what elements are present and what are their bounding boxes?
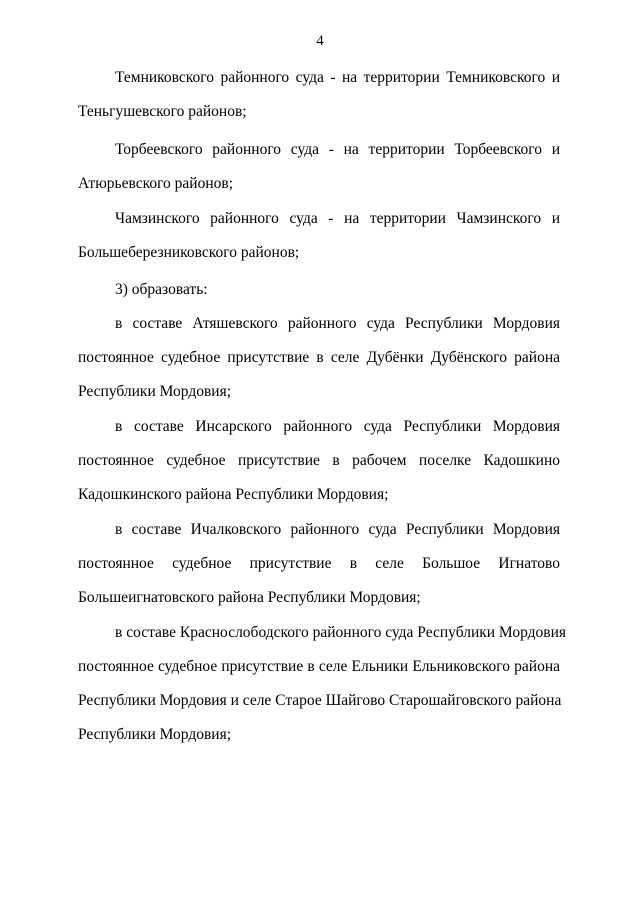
text-line: Республики Мордовия и селе Старое Шайгово Старошайговского района — [78, 692, 562, 709]
text-line: Республики Мордовия; — [78, 726, 232, 743]
text-line: постоянное судебное присутствие в рабочем поселке Кадошкино — [78, 452, 560, 469]
page-number: 4 — [316, 33, 324, 49]
text-line: постоянное судебное присутствие в селе Дубёнки Дубёнского района — [78, 349, 560, 366]
text-line: Большеигнатовского района Республики Мордовия; — [78, 589, 421, 606]
text-line: в составе Инсарского районного суда Республики Мордовия — [115, 418, 560, 435]
text-line: Торбеевского районного суда - на территории Торбеевского и — [115, 141, 560, 158]
text-line: Чамзинского районного суда - на территории Чамзинского и — [115, 210, 560, 227]
text-line: Атюрьевского районов; — [78, 175, 234, 192]
text-line: 3) образовать: — [115, 281, 208, 298]
text-line: в составе Атяшевского районного суда Республики Мордовия — [115, 315, 560, 332]
text-line: постоянное судебное присутствие в селе Большое Игнатово — [78, 555, 560, 572]
text-line: Республики Мордовия; — [78, 383, 232, 400]
text-line: Темниковского районного суда - на территории Темниковского и — [115, 69, 560, 86]
text-line: Кадошкинского района Республики Мордовия; — [78, 486, 389, 503]
text-line: в составе Краснослободского районного суда Республики Мордовия — [115, 624, 567, 641]
text-line: в составе Ичалковского районного суда Республики Мордовия — [115, 521, 560, 538]
text-line: постоянное судебное присутствие в селе Ельники Ельниковского района — [78, 658, 560, 675]
text-line: Теньгушевского районов; — [78, 103, 247, 120]
text-line: Большеберезниковского районов; — [78, 244, 300, 261]
